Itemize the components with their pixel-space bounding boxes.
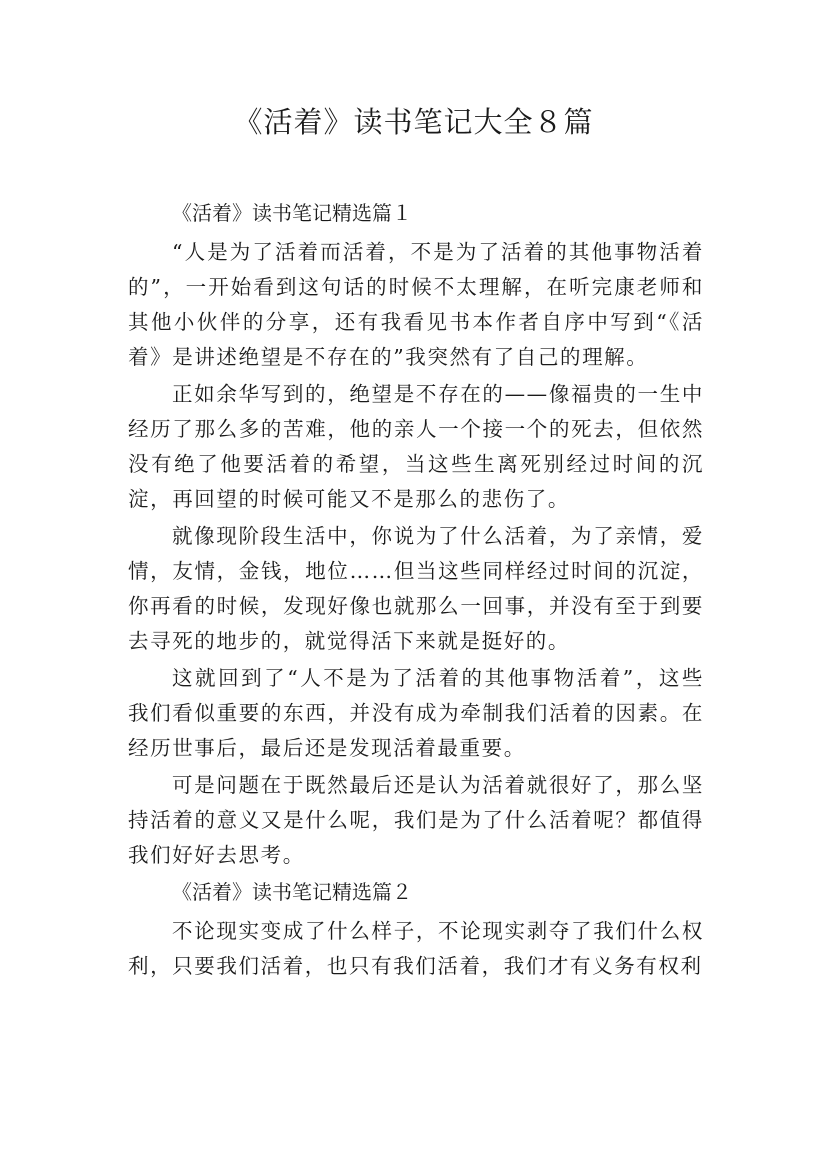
- section-heading-2: 《活着》读书笔记精选篇２: [172, 880, 412, 904]
- document-body: [128, 196, 704, 984]
- paragraph: 正如余华写到的，绝望是不存在的——像福贵的一生中经历了那么多的苦难，他的亲人一个接一个的死去，但依然没有绝了他要活着的希望，当这些生离死别经过时间的沉淀，再回望的时候可能又不是那么的悲伤了。: [128, 382, 704, 511]
- paragraph: 可是问题在于既然最后还是认为活着就很好了，那么坚持活着的意义又是什么呢，我们是为了什么活着呢？都值得我们好好去思考。: [128, 773, 704, 867]
- paragraph: “人是为了活着而活着，不是为了活着的其他事物活着的”，一开始看到这句话的时候不太理解，在听完康老师和其他小伙伴的分享，还有我看见书本作者自序中写到“《活着》是讲述绝望是不存在的”我突然有了自己的理解。: [128, 240, 704, 369]
- section-heading-1: 《活着》读书笔记精选篇１: [172, 201, 412, 225]
- document-title: 《活着》读书笔记大全８篇: [233, 105, 594, 139]
- paragraph: 就像现阶段生活中，你说为了什么活着，为了亲情，爱情，友情，金钱，地位……但当这些同样经过时间的沉淀，你再看的时候，发现好像也就那么一回事，并没有至于到要去寻死的地步的，就觉得活下来就是挺好的。: [128, 524, 704, 653]
- paragraph: 不论现实变成了什么样子，不论现实剥夺了我们什么权利，只要我们活着，也只有我们活着，我们才有义务有权利: [128, 919, 704, 978]
- paragraph: 这就回到了“人不是为了活着的其他事物活着”，这些我们看似重要的东西，并没有成为牵制我们活着的因素。在经历世事后，最后还是发现活着最重要。: [128, 666, 704, 760]
